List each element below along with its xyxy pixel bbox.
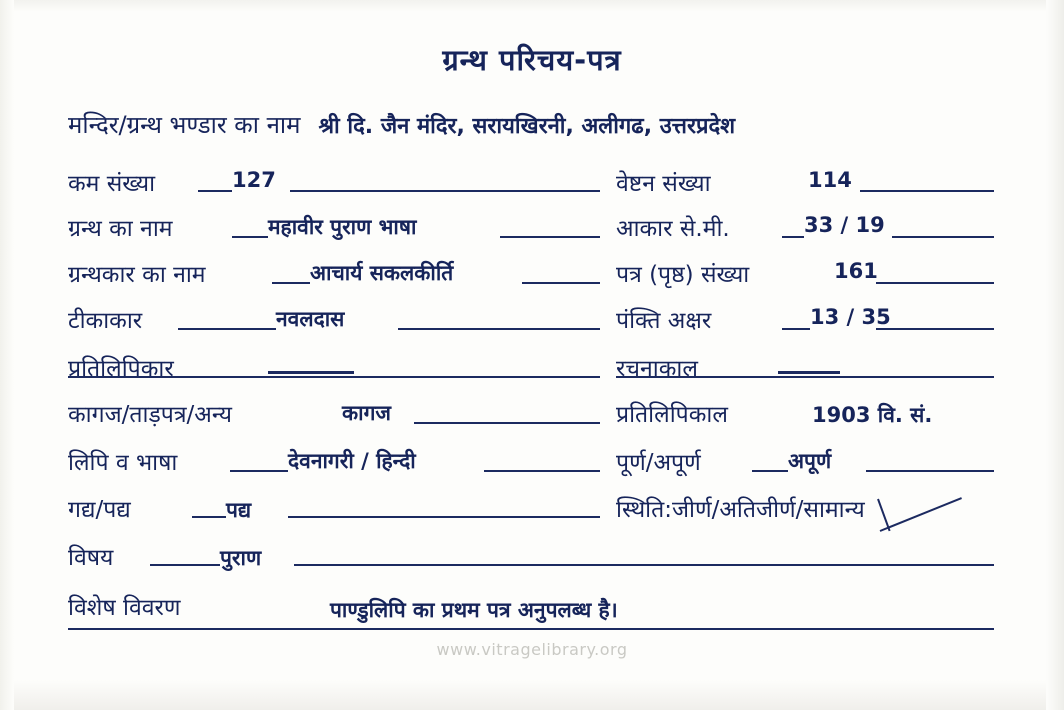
- paper-edge-top: [0, 0, 1064, 12]
- paper-edge-bottom: [0, 680, 1064, 710]
- field-right-6-label: पूर्ण/अपूर्ण: [616, 450, 701, 476]
- rule-left-4-underline: [268, 371, 354, 374]
- field-right-5-label-group: [616, 397, 728, 429]
- watermark: www.vitragelibrary.org: [436, 640, 628, 659]
- special-remarks-label-group: [68, 590, 181, 622]
- rule-left-1b: [500, 236, 600, 238]
- field-right-1-value-group: [804, 213, 885, 237]
- field-left-0-value-group: [232, 168, 276, 192]
- rule-left-6a: [230, 470, 288, 472]
- rule-left-1a: [232, 236, 268, 238]
- field-left-5-value-group: [342, 399, 391, 427]
- field-left-1-value-group: [268, 213, 416, 241]
- field-left-5-value: कागज: [342, 401, 391, 425]
- field-right-2-value: 161: [834, 259, 878, 283]
- field-right-6-label-group: [616, 445, 701, 477]
- special-remarks-value: पाण्डुलिपि का प्रथम पत्र अनुपलब्ध है।: [330, 598, 618, 622]
- field-left-4-label-group: [68, 351, 174, 383]
- field-right-2-value-group: [834, 259, 878, 283]
- field-left-2-label: ग्रन्थकार का नाम: [68, 262, 206, 288]
- field-right-0-label-group: [616, 166, 711, 198]
- field-left-5-label: कागज/ताड़पत्र/अन्य: [68, 402, 232, 428]
- field-right-7-label: स्थिति:जीर्ण/अतिजीर्ण/सामान्य: [616, 497, 865, 523]
- field-left-1-label: ग्रन्थ का नाम: [68, 216, 173, 242]
- field-right-3-label: पंक्ति अक्षर: [616, 308, 712, 334]
- field-left-7-value: पद्य: [226, 498, 252, 522]
- rule-right-6a: [752, 470, 788, 472]
- field-right-4-label: रचनाकाल: [616, 356, 698, 382]
- field-right-1-value: 33 / 19: [804, 213, 885, 237]
- status-strikethrough-mark: [880, 497, 962, 532]
- field-right-2-label: पत्र (पृष्ठ) संख्या: [616, 262, 750, 288]
- rule-left-0a: [198, 190, 232, 192]
- field-left-1-label-group: [68, 211, 173, 243]
- rule-right-3b: [876, 328, 994, 330]
- rule-left-2a: [272, 282, 310, 284]
- field-left-4-label: प्रतिलिपिकार: [68, 356, 174, 382]
- field-right-4-label-group: [616, 351, 698, 383]
- page-title: ग्रन्थ परिचय-पत्र: [442, 43, 622, 77]
- rule-special: [68, 628, 994, 630]
- field-right-0-value: 114: [808, 168, 852, 192]
- rule-left-3b: [398, 328, 600, 330]
- field-right-2-label-group: [616, 257, 749, 289]
- field-right-5-value: 1903 वि. सं.: [812, 403, 933, 427]
- rule-right-6b: [866, 470, 994, 472]
- field-left-6-label: लिपि व भाषा: [68, 450, 178, 476]
- rule-left-3a: [178, 328, 276, 330]
- rule-left-8b: [294, 564, 994, 566]
- paper-edge-left: [0, 0, 14, 710]
- field-left-2-label-group: [68, 257, 206, 289]
- field-right-7-label-group: [616, 492, 865, 524]
- rule-left-0b: [290, 190, 600, 192]
- field-left-3-value: नवलदास: [276, 307, 345, 331]
- field-right-3-value-group: [810, 305, 891, 329]
- rule-right-4-underline: [778, 371, 840, 374]
- field-left-7-value-group: [226, 496, 251, 524]
- field-left-8-label-group: [68, 540, 113, 572]
- rule-right-1a: [782, 236, 804, 238]
- field-right-1-label-group: [616, 211, 730, 243]
- rule-right-1b: [892, 236, 994, 238]
- paper-edge-right: [1046, 0, 1064, 710]
- field-left-3-label: टीकाकार: [68, 308, 143, 334]
- field-left-8-label: विषय: [68, 545, 114, 571]
- rule-right-3a: [782, 328, 810, 330]
- field-left-0-label: कम संख्या: [68, 171, 156, 197]
- field-left-6-value: देवनागरी / हिन्दी: [288, 449, 416, 473]
- field-right-0-label: वेष्टन संख्या: [616, 171, 711, 197]
- field-left-0-label-group: [68, 166, 155, 198]
- field-right-3-value: 13 / 35: [810, 305, 891, 329]
- rule-left-8a: [150, 564, 220, 566]
- field-left-1-value: महावीर पुराण भाषा: [268, 215, 417, 239]
- field-right-3-label-group: [616, 303, 711, 335]
- field-left-5-label-group: [68, 397, 232, 429]
- library-name-row: [68, 108, 735, 141]
- field-left-6-value-group: [288, 447, 416, 475]
- rule-left-5: [414, 422, 600, 424]
- library-name-value: श्री दि. जैन मंदिर, सरायखिरनी, अलीगढ, उत्तरप्रदेश: [318, 114, 736, 139]
- field-left-2-value: आचार्य सकलकीर्ति: [310, 261, 454, 285]
- field-left-7-label-group: [68, 492, 131, 524]
- field-left-6-label-group: [68, 445, 177, 477]
- rule-right-4: [616, 376, 994, 378]
- rule-left-4: [68, 376, 600, 378]
- field-left-0-value: 127: [232, 168, 276, 192]
- field-right-1-label: आकार से.मी.: [616, 216, 730, 242]
- field-right-6-value-group: [788, 447, 831, 475]
- rule-right-2: [876, 282, 994, 284]
- status-strikethrough-mark-2: [877, 499, 891, 532]
- rule-left-6b: [484, 470, 600, 472]
- rule-left-7a: [192, 516, 226, 518]
- library-name-label: मन्दिर/ग्रन्थ भण्डार का नाम: [68, 111, 301, 139]
- field-left-3-label-group: [68, 303, 142, 335]
- field-left-3-value-group: [276, 305, 344, 333]
- field-left-8-value-group: [220, 544, 261, 572]
- field-right-6-value: अपूर्ण: [788, 449, 832, 473]
- field-left-7-label: गद्य/पद्य: [68, 497, 131, 523]
- rule-left-7b: [288, 516, 600, 518]
- special-remarks-label: विशेष विवरण: [68, 595, 181, 621]
- field-right-5-value-group: [812, 401, 932, 429]
- rule-right-0: [860, 190, 994, 192]
- field-right-5-label: प्रतिलिपिकाल: [616, 402, 728, 428]
- field-right-0-value-group: [808, 168, 852, 192]
- field-left-2-value-group: [310, 259, 453, 287]
- field-left-8-value: पुराण: [220, 546, 262, 570]
- rule-left-2b: [522, 282, 600, 284]
